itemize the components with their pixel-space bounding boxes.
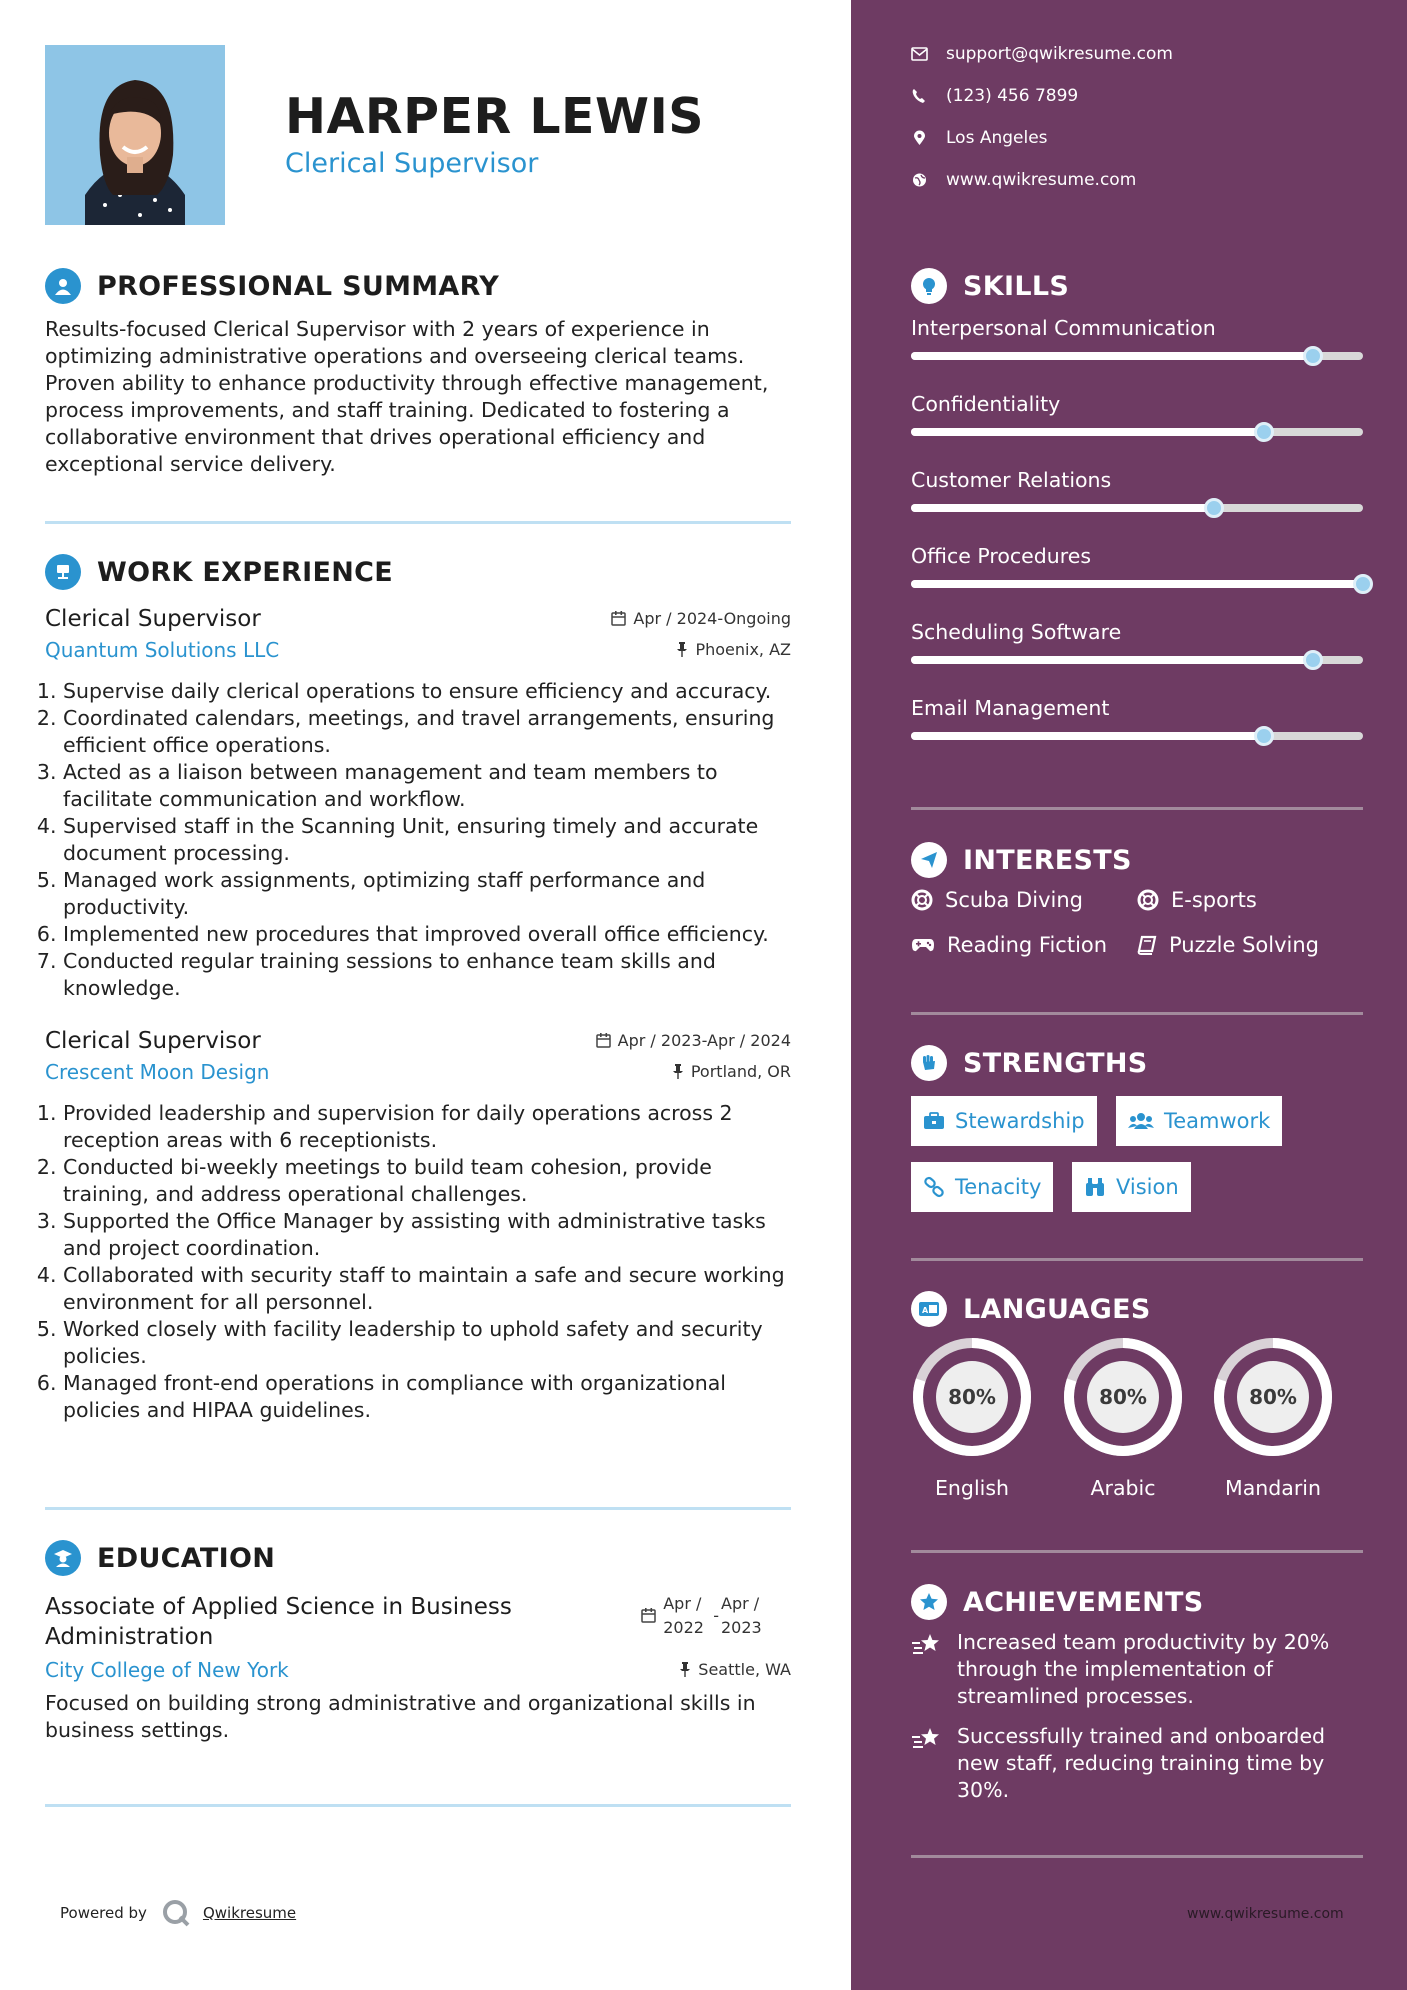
summary-heading: PROFESSIONAL SUMMARY xyxy=(97,270,500,302)
skill-bar xyxy=(911,504,1363,512)
job-company: Quantum Solutions LLC xyxy=(45,638,280,662)
job-title: Clerical Supervisor xyxy=(45,1028,261,1054)
job-bullet: 2. Coordinated calendars, meetings, and travel arrangements, ensuring efficient office operations. xyxy=(63,705,791,759)
location-text: Los Angeles xyxy=(946,128,1048,148)
language-percent: 80% xyxy=(948,1385,996,1409)
contact-location xyxy=(911,128,1048,148)
job-bullet: 3. Supported the Office Manager by assisting with administrative tasks and project coordination. xyxy=(63,1208,791,1262)
calendar-icon xyxy=(596,1033,611,1048)
job-entry xyxy=(45,1028,791,1424)
job-location-text: Phoenix, AZ xyxy=(695,640,791,659)
sidebar-divider xyxy=(911,1550,1363,1553)
job-location xyxy=(672,1062,791,1081)
job-bullet: 5. Managed work assignments, optimizing staff performance and productivity. xyxy=(63,867,791,921)
achievement-text: Successfully trained and onboarded new staff, reducing training time by 30%. xyxy=(957,1724,1326,1802)
summary-section xyxy=(45,266,791,478)
skill-name: Interpersonal Communication xyxy=(911,316,1216,340)
interest-label: Reading Fiction xyxy=(947,933,1108,957)
job-bullet: 4. Supervised staff in the Scanning Unit, ensuring timely and accurate document processing. xyxy=(63,813,791,867)
interest-item xyxy=(1137,933,1319,957)
skill-level-knob xyxy=(1254,422,1274,442)
interest-item xyxy=(911,933,1107,957)
skill-name: Customer Relations xyxy=(911,468,1112,492)
pin-icon xyxy=(679,1662,691,1677)
skill-bar xyxy=(911,352,1363,360)
language-ring xyxy=(911,1336,1033,1458)
strengths-heading: STRENGTHS xyxy=(963,1047,1148,1079)
brand-link[interactable]: Qwikresume xyxy=(202,1904,297,1922)
skill-item xyxy=(911,620,1363,670)
qwikresume-logo-icon xyxy=(161,1898,191,1928)
interests-heading: INTERESTS xyxy=(963,844,1132,876)
skill-bar xyxy=(911,656,1363,664)
sidebar-divider xyxy=(911,807,1363,810)
phone-text: (123) 456 7899 xyxy=(946,86,1079,106)
skill-bar-fill xyxy=(911,580,1363,588)
section-divider xyxy=(45,1804,791,1807)
strength-chip xyxy=(911,1096,1097,1146)
job-entry xyxy=(45,606,791,1002)
map-pin-icon xyxy=(911,130,928,146)
education-section xyxy=(45,1538,791,1744)
lifebuoy-icon xyxy=(1137,889,1159,911)
job-bullets xyxy=(45,678,791,1002)
job-dates xyxy=(611,609,791,628)
binoculars-icon xyxy=(1084,1177,1106,1197)
date-dash: - xyxy=(713,1606,719,1625)
globe-icon xyxy=(911,172,928,188)
section-divider xyxy=(45,1507,791,1510)
skills-section xyxy=(911,266,1363,306)
shooting-star-icon xyxy=(911,1633,943,1657)
language-ring xyxy=(1062,1336,1184,1458)
skill-bar-fill xyxy=(911,656,1313,664)
contact-phone xyxy=(911,86,1078,106)
shooting-star-icon xyxy=(911,1727,943,1751)
sidebar-divider xyxy=(911,1258,1363,1261)
skill-name: Email Management xyxy=(911,696,1110,720)
school-name: City College of New York xyxy=(45,1658,289,1682)
language-ring xyxy=(1212,1336,1334,1458)
star-badge-icon xyxy=(911,1584,947,1620)
strength-chip xyxy=(1116,1096,1282,1146)
skill-item xyxy=(911,696,1363,746)
experience-heading: WORK EXPERIENCE xyxy=(97,556,393,588)
job-location-text: Portland, OR xyxy=(690,1062,791,1081)
skill-bar xyxy=(911,428,1363,436)
strength-chip xyxy=(911,1162,1053,1212)
skill-bar-fill xyxy=(911,504,1214,512)
contact-email xyxy=(911,44,1173,64)
skill-bar xyxy=(911,580,1363,588)
job-title: Clerical Supervisor xyxy=(45,606,261,632)
job-bullet: 5. Worked closely with facility leadership to uphold safety and security policies. xyxy=(63,1316,791,1370)
job-bullet: 1. Supervise daily clerical operations to ensure efficiency and accuracy. xyxy=(63,678,791,705)
strength-label: Tenacity xyxy=(955,1175,1042,1199)
skill-item xyxy=(911,316,1363,366)
skill-level-knob xyxy=(1303,650,1323,670)
interest-label: Puzzle Solving xyxy=(1169,933,1319,957)
user-icon xyxy=(45,268,81,304)
candidate-title: Clerical Supervisor xyxy=(285,148,539,179)
briefcase-icon xyxy=(923,1112,945,1130)
languages-heading: LANGUAGES xyxy=(963,1293,1151,1325)
language-item xyxy=(1062,1336,1184,1500)
job-bullet: 6. Implemented new procedures that improved overall office efficiency. xyxy=(63,921,791,948)
calendar-icon xyxy=(611,611,626,626)
email-text[interactable]: support@qwikresume.com xyxy=(946,44,1173,64)
job-dates-text: Apr / 2023-Apr / 2024 xyxy=(617,1031,791,1050)
language-percent: 80% xyxy=(1249,1385,1297,1409)
svg-text:A: A xyxy=(922,1306,929,1315)
skill-item xyxy=(911,392,1363,442)
skill-bar xyxy=(911,732,1363,740)
education-start: Apr / 2022 xyxy=(663,1594,704,1637)
language-item xyxy=(911,1336,1033,1500)
lightbulb-icon xyxy=(911,268,947,304)
users-icon xyxy=(1128,1112,1154,1130)
pin-icon xyxy=(672,1064,684,1079)
job-bullet: 3. Acted as a liaison between management and team members to facilitate communication and workflow. xyxy=(63,759,791,813)
pin-icon xyxy=(676,642,688,657)
achievements-heading: ACHIEVEMENTS xyxy=(963,1586,1204,1618)
job-bullet: 4. Collaborated with security staff to maintain a safe and secure working environment for all personnel. xyxy=(63,1262,791,1316)
education-end: Apr / 2023 xyxy=(721,1594,762,1637)
language-percent: 80% xyxy=(1099,1385,1147,1409)
job-bullet: 7. Conducted regular training sessions to enhance team skills and knowledge. xyxy=(63,948,791,1002)
job-bullets xyxy=(45,1100,791,1424)
language-name: Mandarin xyxy=(1225,1476,1321,1500)
job-bullet: 6. Managed front-end operations in compliance with organizational policies and HIPAA guidelines. xyxy=(63,1370,791,1424)
skill-bar-fill xyxy=(911,352,1313,360)
job-bullet: 1. Provided leadership and supervision for daily operations across 2 reception areas with 6 receptionists. xyxy=(63,1100,791,1154)
skill-bar-fill xyxy=(911,428,1264,436)
job-location xyxy=(676,640,791,659)
education-heading: EDUCATION xyxy=(97,1542,276,1574)
contact-website xyxy=(911,170,1136,190)
paper-plane-icon xyxy=(911,842,947,878)
education-location xyxy=(679,1660,791,1679)
skill-name: Office Procedures xyxy=(911,544,1092,568)
skill-level-knob xyxy=(1204,498,1224,518)
website-text[interactable]: www.qwikresume.com xyxy=(946,170,1137,190)
skill-level-knob xyxy=(1303,346,1323,366)
phone-icon xyxy=(911,88,928,104)
education-dates xyxy=(641,1592,765,1640)
interests-section xyxy=(911,840,1363,880)
section-divider xyxy=(45,521,791,524)
calendar-icon xyxy=(641,1608,656,1623)
powered-by-label: Powered by xyxy=(60,1904,147,1922)
interest-item xyxy=(911,888,1083,912)
achievement-text: Increased team productivity by 20% through the implementation of streamlined processes. xyxy=(957,1630,1330,1708)
language-name: Arabic xyxy=(1090,1476,1156,1500)
achievements-section xyxy=(911,1582,1363,1622)
translate-icon xyxy=(911,1291,947,1327)
strength-label: Stewardship xyxy=(955,1109,1085,1133)
achievement-item xyxy=(911,1723,1363,1804)
sidebar-divider xyxy=(911,1012,1363,1015)
job-dates-text: Apr / 2024-Ongoing xyxy=(633,609,791,628)
skill-name: Confidentiality xyxy=(911,392,1061,416)
experience-section xyxy=(45,552,791,1424)
graduate-icon xyxy=(45,1540,81,1576)
skill-item xyxy=(911,544,1363,594)
book-icon xyxy=(1137,935,1157,955)
strength-chip xyxy=(1072,1162,1191,1212)
link-icon xyxy=(923,1176,945,1198)
envelope-icon xyxy=(911,47,928,61)
skill-name: Scheduling Software xyxy=(911,620,1122,644)
education-description: Focused on building strong administrative and organizational skills in business settings. xyxy=(45,1691,756,1742)
desk-chair-icon xyxy=(45,554,81,590)
degree: Associate of Applied Science in Business Administration xyxy=(45,1594,512,1650)
strength-label: Vision xyxy=(1116,1175,1179,1199)
skill-level-knob xyxy=(1254,726,1274,746)
fist-icon xyxy=(911,1045,947,1081)
sidebar-divider xyxy=(911,1855,1363,1858)
language-item xyxy=(1212,1336,1334,1500)
skill-level-knob xyxy=(1353,574,1373,594)
gamepad-icon xyxy=(911,937,935,953)
strength-label: Teamwork xyxy=(1164,1109,1271,1133)
achievement-item xyxy=(911,1629,1363,1710)
job-dates xyxy=(596,1031,791,1050)
footer-website[interactable]: www.qwikresume.com xyxy=(1187,1906,1344,1922)
job-company: Crescent Moon Design xyxy=(45,1060,270,1084)
job-bullet: 2. Conducted bi-weekly meetings to build team cohesion, provide training, and address operational challenges. xyxy=(63,1154,791,1208)
interest-label: E-sports xyxy=(1171,888,1257,912)
skill-item xyxy=(911,468,1363,518)
candidate-name: HARPER LEWIS xyxy=(285,88,705,145)
strengths-section xyxy=(911,1043,1363,1083)
skills-heading: SKILLS xyxy=(963,270,1070,302)
language-name: English xyxy=(934,1476,1010,1500)
summary-text: Results-focused Clerical Supervisor with 2 years of experience in optimizing administrative operations and overseeing clerical teams. Proven ability to enhance productivity through effective management, process improvements, and staff training. Dedicated to fostering a collaborative environment that drives operational efficiency and exceptional service delivery. xyxy=(45,317,769,476)
lifebuoy-icon xyxy=(911,889,933,911)
profile-photo xyxy=(45,45,225,225)
languages-section xyxy=(911,1289,1363,1329)
skill-bar-fill xyxy=(911,732,1264,740)
interest-item xyxy=(1137,888,1257,912)
powered-by xyxy=(60,1898,296,1928)
education-location-text: Seattle, WA xyxy=(698,1660,791,1679)
interest-label: Scuba Diving xyxy=(945,888,1083,912)
